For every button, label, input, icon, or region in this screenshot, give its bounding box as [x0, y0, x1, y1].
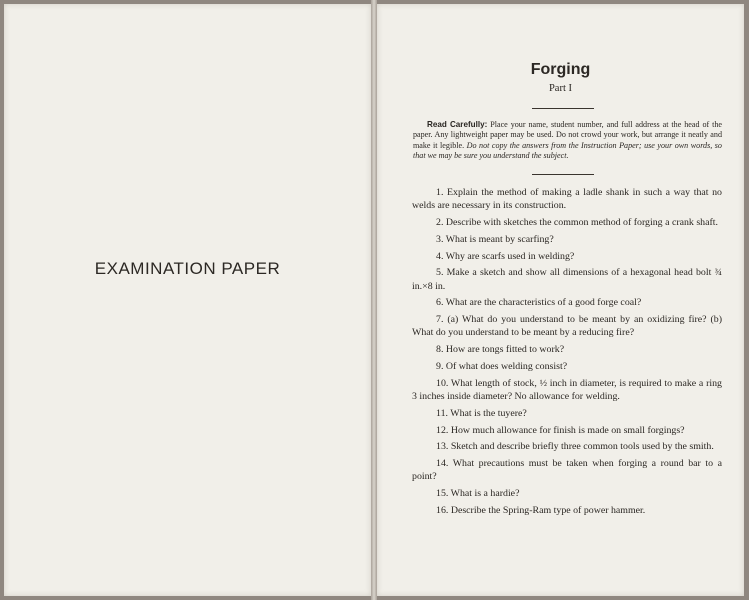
question-item: 2. Describe with sketches the common method of forging a crank shaft. — [436, 217, 719, 228]
question-item: 6. What are the characteristics of a good forge coal? — [436, 297, 642, 309]
instructions-block — [413, 120, 722, 161]
question-item: 5. Make a sketch and show all dimensions of a hexagonal head bolt ¾ in.×8 in. — [412, 267, 722, 292]
question-item: 11. What is the tuyere? — [436, 407, 527, 419]
question-item: 16. Describe the Spring-Ram type of power hammer. — [436, 504, 646, 516]
divider-rule-top — [532, 108, 594, 109]
paper-subtitle: Part I — [548, 83, 573, 94]
question-item: 9. Of what does welding consist? — [436, 360, 568, 372]
question-item: 12. How much allowance for finish is made on small forgings? — [436, 424, 685, 436]
question-list — [412, 186, 722, 521]
question-item: 8. How are tongs fitted to work? — [436, 344, 565, 356]
question-item: 3. What is meant by scarfing? — [436, 233, 554, 245]
paper-title: Forging — [530, 61, 591, 78]
divider-rule-bottom — [532, 174, 594, 175]
question-item: 10. What length of stock, ½ inch in diameter, is required to make a ring 3 inches inside diameter? No allowance for welding. — [412, 377, 722, 402]
question-item: 1. Explain the method of making a ladle shank in such a way that no welds are necessary in its construction. — [412, 187, 722, 212]
left-page — [4, 4, 371, 596]
question-item: 13. Sketch and describe briefly three common tools used by the smith. — [436, 441, 714, 453]
right-page — [377, 4, 744, 596]
instructions-italic: Do not copy the answers from the Instruction Paper; use your own words, so that we may be sure you understand the subject. — [413, 140, 722, 160]
question-item: 14. What precautions must be taken when forging a round bar to a point? — [412, 458, 722, 483]
question-item: 15. What is a hardie? — [436, 488, 520, 500]
instructions-lead: Read Carefully: — [427, 120, 488, 129]
question-item: 7. (a) What do you understand to be meant by an oxidizing fire? (b) What do you understand to be meant by a reducing fire? — [412, 314, 722, 339]
instructions-text: Place your name, student number, and full address at the head of the paper. Any lightweight paper may be used. Do not crowd your work, but arrange it neatly and make it legible. — [413, 120, 723, 150]
question-item: 4. Why are scarfs used in welding? — [436, 250, 575, 262]
examination-paper-title: EXAMINATION PAPER — [94, 259, 281, 278]
